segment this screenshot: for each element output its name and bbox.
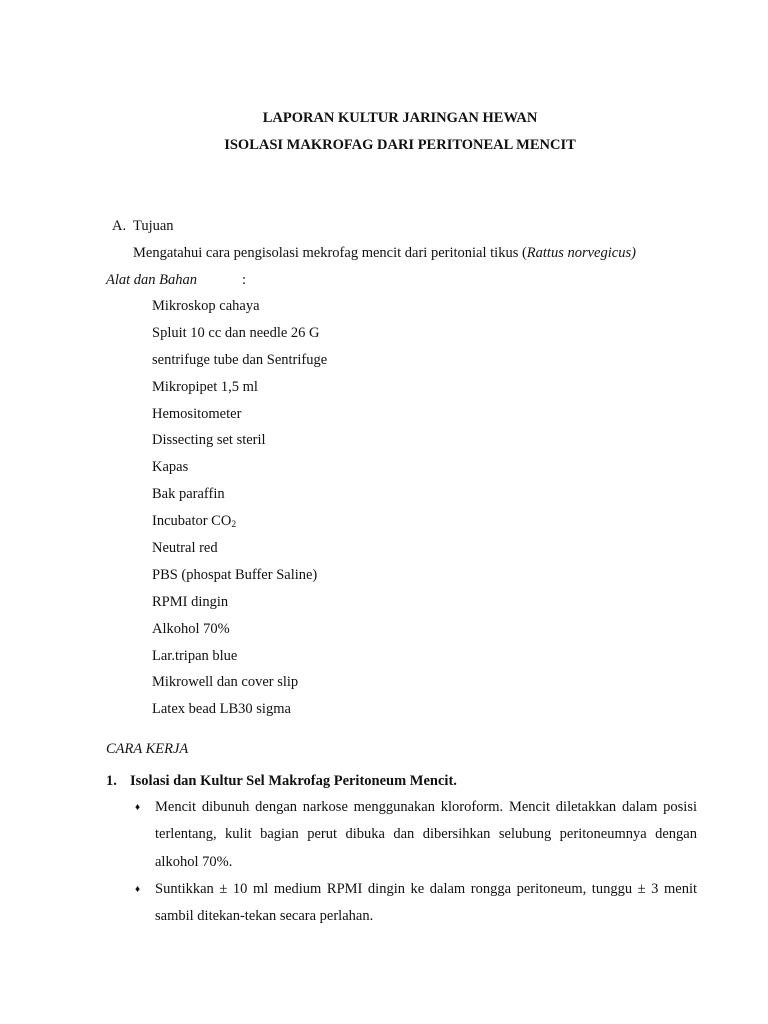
report-subtitle: ISOLASI MAKROFAG DARI PERITONEAL MENCIT — [224, 137, 576, 153]
list-item: Mikropipet 1,5 ml — [152, 378, 258, 395]
procedure-bullet-1: Mencit dibunuh dengan narkose menggunakan kloroform. Mencit diletakkan dalam posisi terlentang, kulit bagian perut dibuka dan dibersihkan selubung peritoneumnya dengan alkohol 70%. — [155, 799, 697, 870]
list-item: Latex bead LB30 sigma — [152, 701, 291, 718]
step-title: Isolasi dan Kultur Sel Makrofag Peritoneum Mencit. — [130, 773, 457, 789]
list-item: PBS (phospat Buffer Saline) — [152, 566, 318, 583]
list-item: Bak paraffin — [152, 486, 225, 503]
list-item: sentrifuge tube dan Sentrifuge — [152, 351, 328, 368]
list-item: Kapas — [152, 459, 189, 476]
incubator-label: Incubator CO — [152, 513, 232, 530]
co2-subscript: 2 — [231, 520, 237, 531]
diamond-bullet-icon: ♦ — [135, 884, 141, 895]
materials-list — [152, 296, 327, 726]
list-item — [152, 511, 327, 538]
procedure-bullet-2: Suntikkan ± 10 ml medium RPMI dingin ke dalam rongga peritoneum, tunggu ± 3 menit sambil ditekan-tekan secara perlahan. — [155, 881, 697, 925]
list-item: RPMI dingin — [152, 593, 229, 610]
report-title: LAPORAN KULTUR JARINGAN HEWAN — [262, 110, 538, 126]
step-number: 1. — [106, 773, 117, 789]
list-item: Dissecting set steril — [152, 432, 266, 449]
list-item: Mikrowell dan cover slip — [152, 674, 299, 691]
list-item: Spluit 10 cc dan needle 26 G — [152, 324, 320, 341]
objective-sentence: Mengatahui cara pengisolasi mekrofag mencit dari peritonial tikus ( — [133, 245, 527, 261]
materials-heading: Alat dan Bahan — [106, 272, 198, 288]
list-item: Alkohol 70% — [152, 620, 230, 637]
diamond-bullet-icon: ♦ — [135, 802, 141, 813]
objective-text — [133, 244, 636, 262]
procedure-heading: CARA KERJA — [106, 741, 189, 757]
list-item: Hemositometer — [152, 405, 242, 422]
materials-colon: : — [242, 272, 247, 288]
list-item: Neutral red — [152, 540, 218, 557]
list-item: Mikroskop cahaya — [152, 298, 260, 314]
list-item: Lar.tripan blue — [152, 647, 238, 664]
section-a-heading: Tujuan — [133, 218, 174, 234]
section-a-marker: A. — [112, 218, 127, 234]
species-name: Rattus norvegicus) — [526, 245, 636, 261]
